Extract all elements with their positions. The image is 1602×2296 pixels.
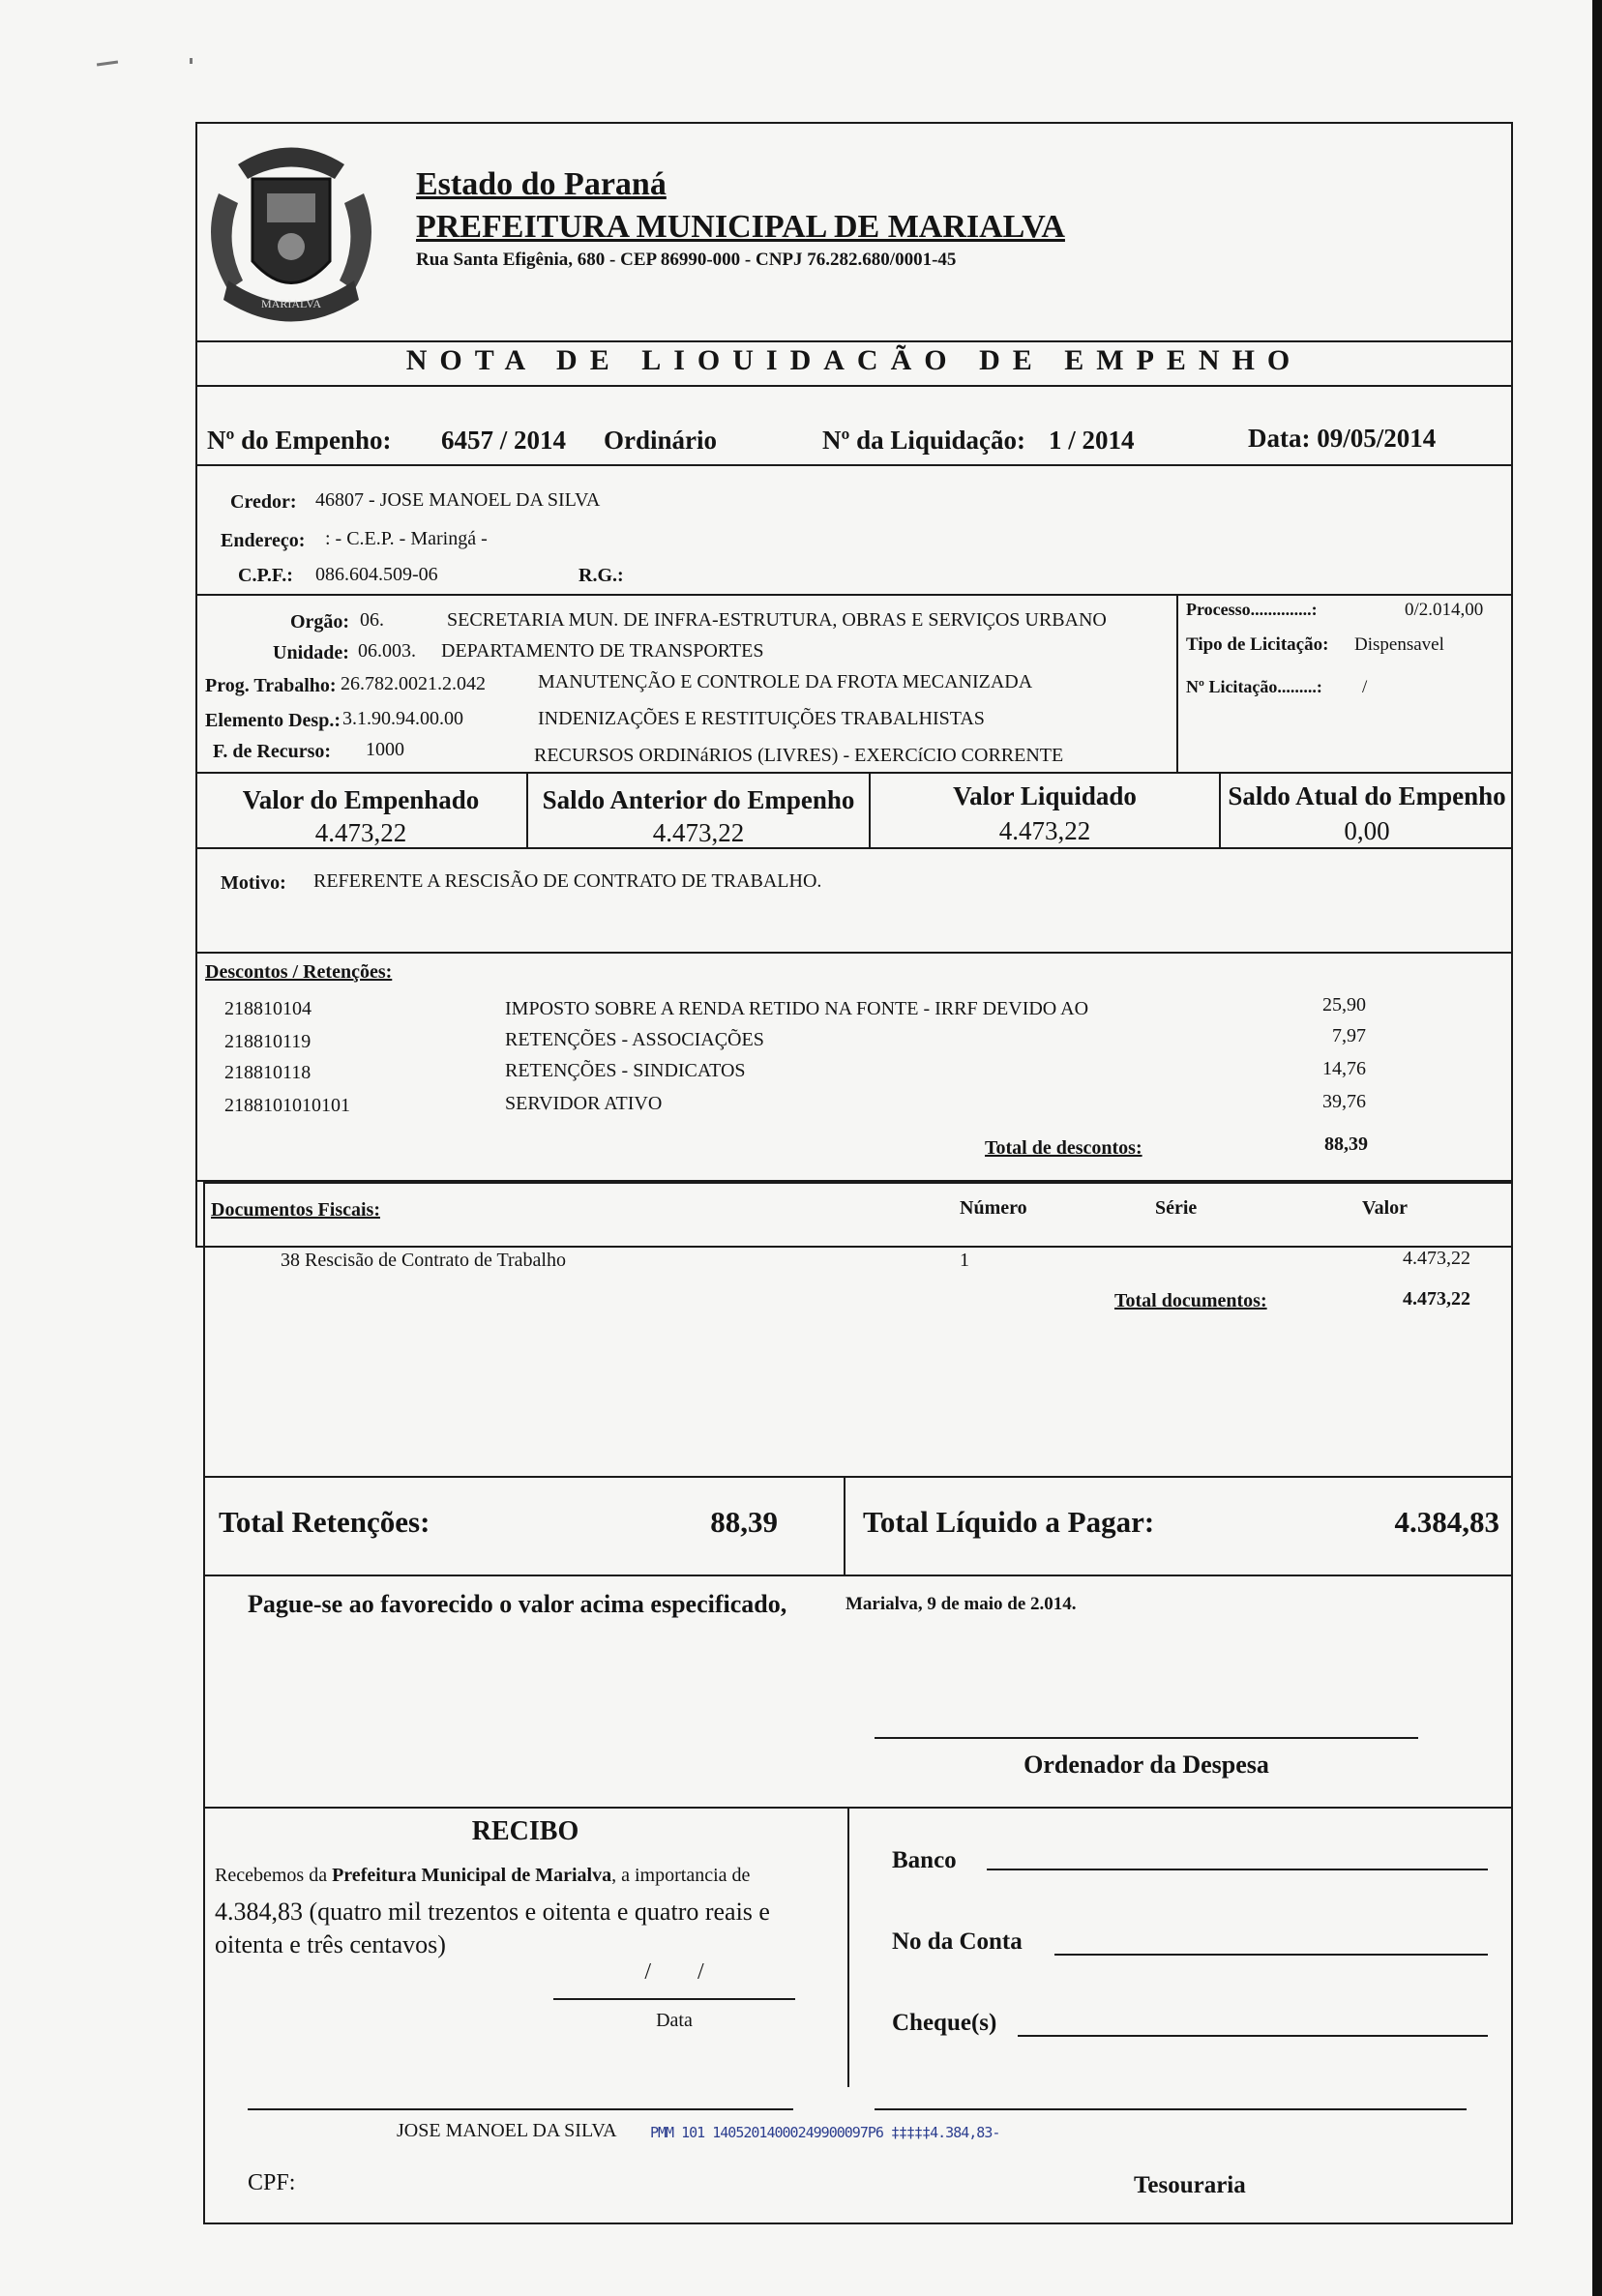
elemento-code: 3.1.90.94.00.00 (342, 708, 463, 729)
signature-line (248, 2108, 793, 2110)
fonte-desc: RECURSOS ORDINáRIOS (LIVRES) - EXERCíCIO CORRENTE (534, 745, 1064, 766)
col-valor: Valor (1362, 1197, 1409, 1219)
empenho-type: Ordinário (604, 426, 718, 455)
divider (195, 464, 1513, 466)
empenho-date: Data: 09/05/2014 (1248, 424, 1437, 453)
desconto-desc: IMPOSTO SOBRE A RENDA RETIDO NA FONTE - IRRF DEVIDO AO (505, 998, 1089, 1019)
elemento-desc: INDENIZAÇÕES E RESTITUIÇÕES TRABALHISTAS (538, 708, 985, 729)
unidade-label: Unidade: (273, 642, 349, 663)
document-title: NOTA DE LIOUIDACÃO DE EMPENHO (405, 344, 1303, 376)
empenho-number: 6457 / 2014 (441, 426, 567, 455)
desconto-value: 39,76 (1322, 1091, 1366, 1112)
empenho-label: Nº do Empenho: (207, 426, 392, 455)
divider (195, 1180, 1513, 1182)
prog-desc: MANUTENÇÃO E CONTROLE DA FROTA MECANIZADA (538, 671, 1033, 692)
orgao-code: 06. (360, 609, 384, 631)
cpf-value: 086.604.509-06 (315, 564, 438, 585)
signature-line (875, 2108, 1467, 2110)
coat-of-arms-logo (199, 135, 383, 329)
prog-label: Prog. Trabalho: (205, 675, 337, 696)
licitacao-label: Tipo de Licitação: (1186, 634, 1329, 655)
recibo-date-slashes: / / (644, 1959, 704, 1985)
valor-liquidado-label: Valor Liquidado (953, 781, 1137, 810)
divider (203, 1807, 1513, 1809)
elemento-label: Elemento Desp.: (205, 710, 341, 731)
documento-valor: 4.473,22 (1403, 1248, 1470, 1269)
recibo-intro-pre: Recebemos da (215, 1865, 328, 1886)
n-licitacao-value: / (1362, 677, 1368, 697)
prefecture-address: Rua Santa Efigênia, 680 - CEP 86990-000 - CNPJ 76.282.680/0001-45 (416, 250, 957, 270)
cheque-label: Cheque(s) (892, 2010, 997, 2036)
fonte-label: F. de Recurso: (213, 741, 332, 762)
processo-label: Processo..............: (1186, 600, 1318, 619)
desconto-value: 25,90 (1322, 994, 1366, 1016)
total-liquido-label: Total Líquido a Pagar: (863, 1505, 1155, 1539)
saldo-anterior-value: 4.473,22 (652, 818, 745, 847)
scan-mark (190, 58, 193, 64)
desconto-value: 7,97 (1332, 1025, 1366, 1046)
processo-value: 0/2.014,00 (1405, 600, 1484, 620)
pague-se-text: Pague-se ao favorecido o valor acima especificado, (248, 1590, 787, 1618)
valor-empenhado-value: 4.473,22 (314, 818, 407, 847)
col-numero: Número (960, 1197, 1027, 1219)
documento-desc: 38 Rescisão de Contrato de Trabalho (281, 1250, 566, 1271)
saldo-anterior-label: Saldo Anterior do Empenho (542, 785, 855, 814)
desconto-code: 2188101010101 (224, 1095, 350, 1116)
licitacao-value: Dispensavel (1354, 634, 1444, 655)
desconto-desc: RETENÇÕES - SINDICATOS (505, 1060, 746, 1081)
valor-liquidado-value: 4.473,22 (998, 816, 1091, 845)
total-descontos-value: 88,39 (1324, 1133, 1368, 1155)
divider-vertical (847, 1807, 849, 2087)
svg-text:MARIALVA: MARIALVA (260, 297, 322, 310)
valor-empenhado-label: Valor do Empenhado (242, 785, 480, 814)
date-line (553, 1998, 795, 2000)
banco-label: Banco (892, 1847, 957, 1873)
tesouraria-label: Tesouraria (1134, 2172, 1246, 2198)
scan-right-edge (1592, 0, 1602, 2296)
divider (203, 1476, 1513, 1478)
divider (203, 1575, 1513, 1576)
cpf-signature-label: CPF: (248, 2170, 296, 2195)
recibo-intro-post: , a importancia de (611, 1865, 751, 1886)
endereco-value: : - C.E.P. - Maringá - (325, 528, 488, 549)
signature-line (875, 1737, 1418, 1739)
ordenador-label: Ordenador da Despesa (1024, 1751, 1269, 1779)
endereco-label: Endereço: (221, 530, 306, 551)
credor-label: Credor: (230, 491, 297, 513)
total-retencoes-label: Total Retenções: (219, 1505, 430, 1539)
desconto-value: 14,76 (1322, 1058, 1366, 1079)
data-label: Data (656, 2010, 693, 2031)
state-name: Estado do Paraná (416, 166, 667, 202)
descontos-title: Descontos / Retenções: (205, 961, 393, 983)
divider (195, 385, 1513, 387)
divider (195, 952, 1513, 954)
motivo-value: REFERENTE A RESCISÃO DE CONTRATO DE TRABALHO. (313, 870, 822, 892)
desconto-code: 218810104 (224, 998, 312, 1019)
scan-mark (97, 60, 118, 66)
banco-line (987, 1869, 1488, 1870)
recibo-amount-text: 4.384,83 (quatro mil trezentos e oitenta e quatro reais e oitenta e três centavos) (215, 1898, 770, 1958)
divider (195, 772, 1513, 774)
orgao-desc: SECRETARIA MUN. DE INFRA-ESTRUTURA, OBRAS E SERVIÇOS URBANO (447, 609, 1107, 631)
cheque-line (1018, 2035, 1488, 2037)
recibo-intro (215, 1865, 750, 1887)
desconto-desc: SERVIDOR ATIVO (505, 1093, 663, 1114)
conta-line (1054, 1954, 1488, 1956)
credor-value: 46807 - JOSE MANOEL DA SILVA (315, 489, 601, 511)
body-frame (203, 1182, 1513, 2224)
saldo-atual-value: 0,00 (1344, 816, 1390, 845)
cpf-label: C.P.F.: (238, 565, 293, 586)
unidade-code: 06.003. (358, 640, 416, 662)
total-liquido-value: 4.384,83 (1394, 1505, 1499, 1539)
conta-label: No da Conta (892, 1928, 1023, 1955)
divider-vertical (844, 1476, 846, 1576)
col-serie: Série (1155, 1197, 1198, 1219)
total-retencoes-value: 88,39 (710, 1505, 778, 1539)
desconto-code: 218810119 (224, 1031, 312, 1052)
n-licitacao-label: Nº Licitação.........: (1186, 677, 1322, 696)
total-documentos-label: Total documentos: (1114, 1290, 1267, 1311)
divider-vertical (1176, 594, 1178, 774)
total-documentos-value: 4.473,22 (1403, 1288, 1470, 1310)
place-date: Marialva, 9 de maio de 2.014. (846, 1594, 1077, 1614)
orgao-label: Orgão: (290, 611, 350, 633)
saldo-atual-label: Saldo Atual do Empenho (1228, 781, 1506, 810)
divider (195, 594, 1513, 596)
desconto-code: 218810118 (224, 1062, 312, 1083)
prog-code: 26.782.0021.2.042 (341, 673, 486, 694)
divider (195, 340, 1513, 342)
documento-numero: 1 (960, 1250, 969, 1271)
recibo-intro-bold: Prefeitura Municipal de Marialva (332, 1865, 612, 1886)
signer-name: JOSE MANOEL DA SILVA (397, 2120, 617, 2141)
rg-label: R.G.: (578, 565, 624, 586)
prefecture-name: PREFEITURA MUNICIPAL DE MARIALVA (416, 209, 1065, 245)
documentos-title: Documentos Fiscais: (211, 1199, 380, 1221)
total-descontos-label: Total de descontos: (985, 1137, 1142, 1159)
recibo-title: RECIBO (471, 1816, 579, 1846)
liquidacao-label: Nº da Liquidação: (822, 426, 1025, 455)
desconto-desc: RETENÇÕES - ASSOCIAÇÕES (505, 1029, 764, 1050)
liquidacao-number: 1 / 2014 (1049, 426, 1135, 455)
unidade-desc: DEPARTAMENTO DE TRANSPORTES (441, 640, 764, 662)
motivo-label: Motivo: (221, 872, 286, 894)
authentication-stamp: PMM 101 14052014000249900097P6 ‡‡‡‡‡4.384,83- (650, 2124, 1000, 2141)
fonte-code: 1000 (366, 739, 404, 760)
